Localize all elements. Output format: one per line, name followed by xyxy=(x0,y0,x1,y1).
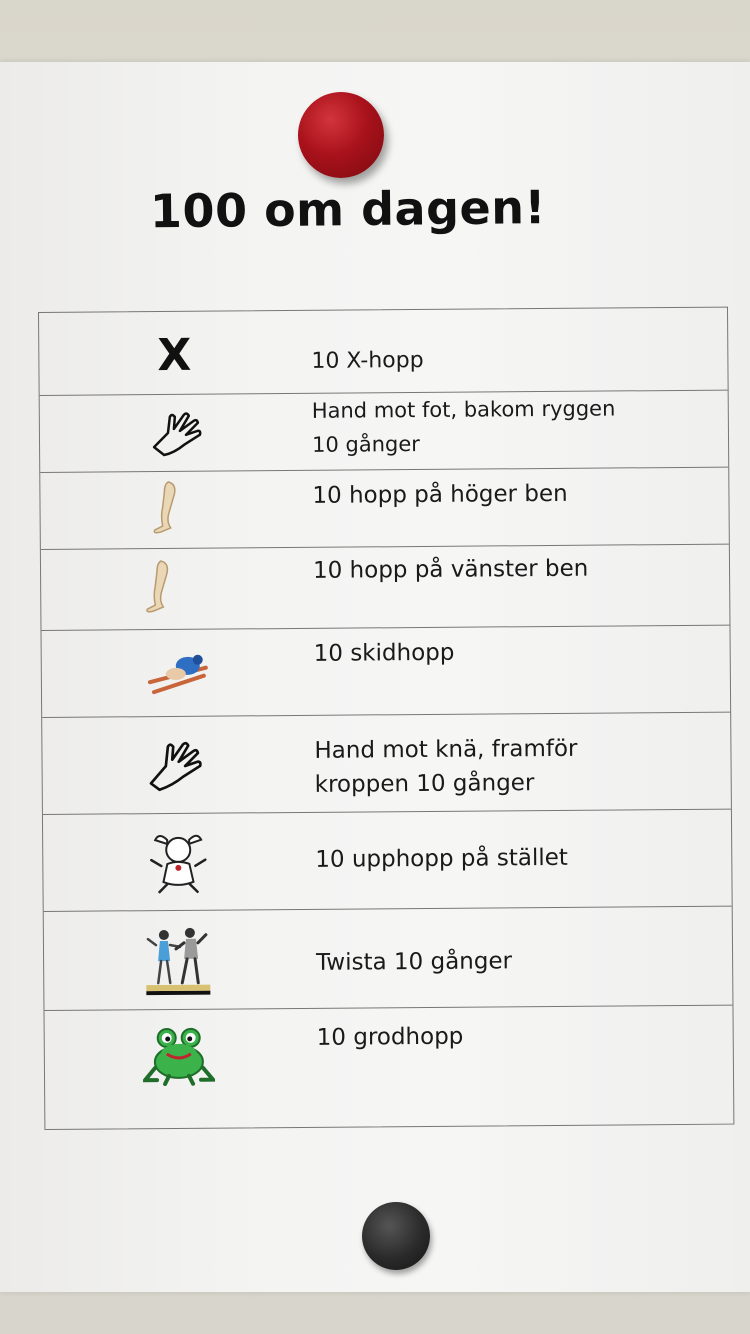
exercise-text xyxy=(312,468,729,547)
table-row xyxy=(44,907,733,1011)
table-row xyxy=(40,391,729,473)
exercise-text xyxy=(316,907,733,1008)
exercise-line-1: Hand mot fot, bakom ryggen xyxy=(311,396,616,423)
exercise-text xyxy=(312,391,729,470)
exercise-text xyxy=(313,545,730,628)
icon-cell xyxy=(43,813,316,911)
exercise-line-1: 10 hopp på höger ben xyxy=(312,480,568,509)
exercise-line-1: 10 upphopp på stället xyxy=(315,844,568,873)
hand-icon xyxy=(150,407,206,459)
exercise-line-2: kroppen 10 gånger xyxy=(314,770,535,798)
table-row xyxy=(43,810,732,912)
jumping-figure-icon xyxy=(147,830,210,896)
icon-cell xyxy=(40,394,313,472)
table-row xyxy=(40,468,729,550)
exercise-line-1: Twista 10 gånger xyxy=(316,948,513,976)
table-row xyxy=(42,626,731,718)
exercise-line-1: Hand mot knä, framför xyxy=(314,735,578,764)
exercise-text xyxy=(313,626,730,715)
exercise-text xyxy=(311,308,728,393)
leg-icon xyxy=(143,559,177,617)
exercise-table xyxy=(38,307,734,1130)
leg-icon xyxy=(150,480,184,538)
table-row xyxy=(42,713,731,815)
icon-cell xyxy=(40,471,313,549)
dancing-couple-icon xyxy=(144,925,215,998)
icon-cell xyxy=(41,548,314,630)
icon-cell xyxy=(39,311,312,395)
black-magnet xyxy=(362,1202,430,1270)
icon-cell xyxy=(42,629,315,717)
table-row xyxy=(44,1006,733,1129)
page-title: 100 om dagen! xyxy=(149,180,547,239)
x-letter-icon: X xyxy=(157,329,192,382)
exercise-line-1: 10 X-hopp xyxy=(311,347,424,374)
table-row xyxy=(41,545,730,631)
exercise-line-1: 10 skidhopp xyxy=(313,639,455,667)
exercise-text xyxy=(316,1006,733,1127)
exercise-line-2: 10 gånger xyxy=(311,432,420,457)
exercise-line-1: 10 grodhopp xyxy=(316,1023,464,1051)
exercise-line-1: 10 hopp på vänster ben xyxy=(312,555,589,584)
frog-icon xyxy=(143,1024,215,1087)
hand-icon xyxy=(146,735,206,793)
exercise-text xyxy=(314,713,731,812)
exercise-text xyxy=(315,810,732,909)
icon-cell xyxy=(42,716,315,814)
icon-cell xyxy=(44,1009,317,1129)
red-magnet xyxy=(298,92,384,178)
table-row xyxy=(39,308,728,396)
ski-jump-icon xyxy=(146,652,216,705)
icon-cell xyxy=(44,910,317,1010)
